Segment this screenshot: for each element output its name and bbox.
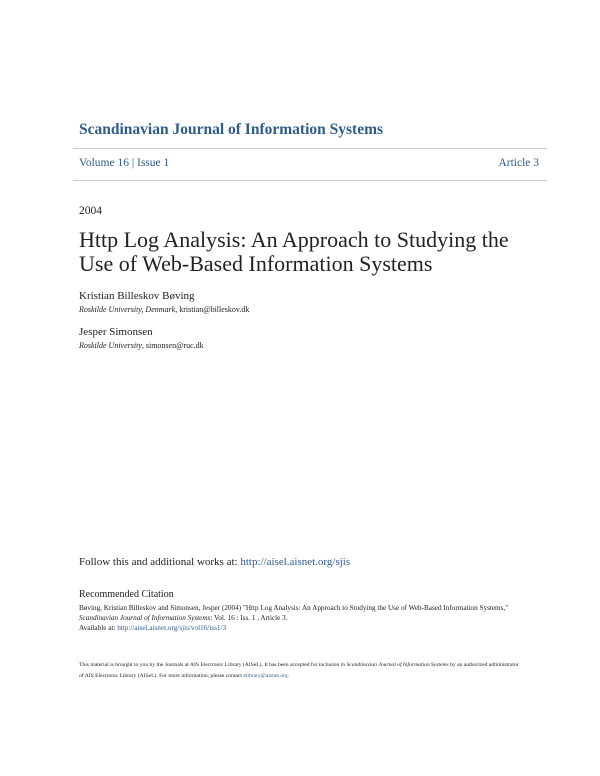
recommended-citation (79, 603, 519, 633)
follow-line (79, 556, 350, 568)
footer-notice (79, 660, 524, 681)
article-title: Http Log Analysis: An Approach to Studying the Use of Web-Based Information Systems (79, 227, 509, 276)
header-top-divider (73, 148, 546, 149)
available-label: Available at: (79, 624, 118, 632)
author-name: Kristian Billeskov Bøving (79, 290, 195, 302)
author-name: Jesper Simonsen (79, 326, 153, 338)
journal-title[interactable]: Scandinavian Journal of Information Systems (79, 121, 384, 138)
author-email: simonsen@ruc.dk (145, 341, 204, 350)
footer-journal: Scandinavian Journal of Information Systems (346, 662, 449, 668)
volume-link[interactable]: Volume 16 (79, 157, 129, 169)
affiliation-text: Roskilde University (79, 341, 142, 350)
citation-volume: : Vol. 16 : Iss. 1 , Article 3. (210, 614, 288, 622)
footer-end: . (287, 672, 290, 679)
affiliation-text: Roskilde University, Denmark (79, 305, 176, 314)
citation-journal: Scandinavian Journal of Information Systems (79, 614, 211, 622)
header-bottom-divider (73, 180, 546, 181)
volume-issue-line (79, 157, 169, 169)
recommended-citation-heading: Recommended Citation (79, 589, 174, 600)
author-affiliation: Roskilde University, Denmark, kristian@billeskov.dk (79, 305, 250, 314)
issue-link[interactable]: Issue 1 (137, 157, 170, 169)
contact-email-link[interactable]: elibrary@aisnet.org (243, 672, 288, 679)
author-affiliation: Roskilde University, simonsen@ruc.dk (79, 341, 204, 350)
repository-link[interactable]: http://aisel.aisnet.org/sjis (240, 556, 351, 568)
citation-text: Bøving, Kristian Billeskov and Simonsen, Jesper (2004) "Http Log Analysis: An Approach to Studying the Use of Web-Based Information Systems," (79, 604, 509, 612)
article-number-link[interactable]: Article 3 (498, 157, 539, 169)
volume-issue-separator: | (128, 157, 138, 169)
article-link[interactable]: http://aisel.aisnet.org/sjis/vol16/iss1/3 (117, 624, 227, 632)
follow-text: Follow this and additional works at: (79, 556, 241, 568)
footer-text: This material is brought to you by the Journals at AIS Electronic Library (AISeL). It has been accepted for inclusion in (79, 662, 347, 668)
publication-year: 2004 (79, 205, 102, 217)
footer-text-continued: by an authorized administrator of AIS Electronic Library (AISeL). For more information, please contact (79, 662, 519, 679)
author-email: kristian@billeskov.dk (179, 305, 250, 314)
